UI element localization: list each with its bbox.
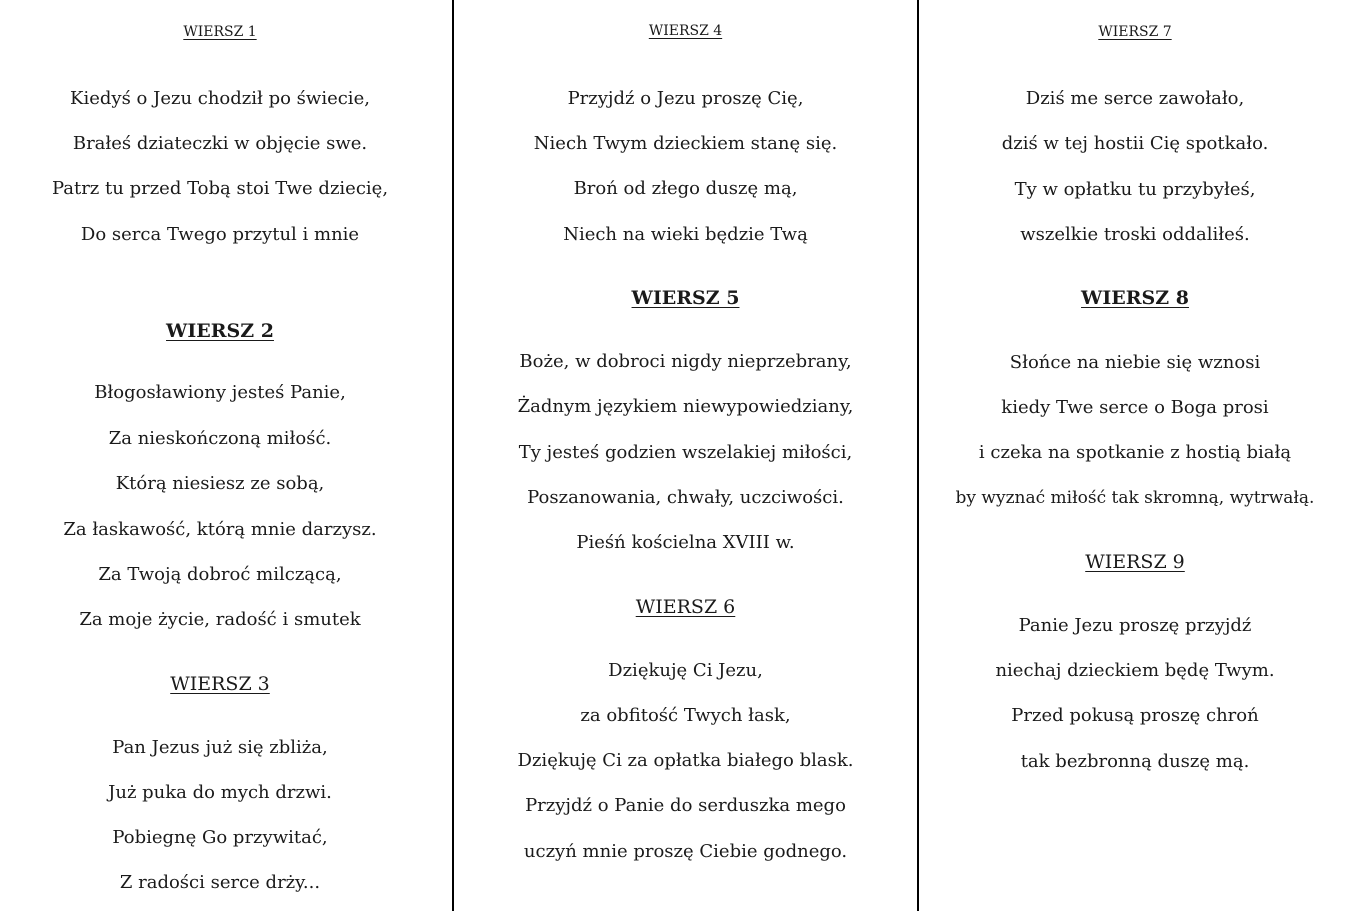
poem-title: WIERSZ 1 bbox=[183, 24, 257, 40]
poem-line: i czeka na spotkanie z hostią białą bbox=[978, 442, 1292, 463]
column-1 bbox=[0, 0, 440, 911]
poem-line: Ty jesteś godzien wszelakiej miłości, bbox=[518, 442, 853, 463]
poem-line: Za Twoją dobroć milczącą, bbox=[98, 564, 342, 585]
poem-line: Boże, w dobroci nigdy nieprzebrany, bbox=[519, 351, 852, 372]
poem-line: Przyjdź o Jezu proszę Cię, bbox=[567, 88, 804, 109]
poem-title: WIERSZ 5 bbox=[631, 287, 740, 309]
poem-line: by wyznać miłość tak skromną, wytrwałą. bbox=[955, 488, 1315, 508]
poem-line: Panie Jezu proszę przyjdź bbox=[1018, 615, 1252, 636]
poem-title: WIERSZ 4 bbox=[648, 23, 723, 39]
poem-title: WIERSZ 6 bbox=[635, 596, 736, 618]
poem-line: Niech Twym dzieckiem stanę się. bbox=[533, 133, 838, 154]
poem-line: Broń od złego duszę mą, bbox=[573, 178, 798, 199]
poem-title: WIERSZ 9 bbox=[1085, 551, 1185, 573]
poem-line: uczyń mnie proszę Ciebie godnego. bbox=[523, 841, 848, 862]
poem-line: Za moje życie, radość i smutek bbox=[79, 609, 361, 630]
poem-line: Pieśń kościelna XVIII w. bbox=[576, 532, 795, 553]
poem-line: Z radości serce drży... bbox=[119, 872, 321, 893]
poem-line: Pobiegnę Go przywitać, bbox=[112, 827, 328, 848]
poem-title: WIERSZ 2 bbox=[166, 320, 274, 342]
poem-line: Za nieskończoną miłość. bbox=[108, 428, 332, 449]
poem-line: Dziękuję Ci za opłatka białego blask. bbox=[517, 750, 854, 771]
poem-line: za obfitość Twych łask, bbox=[580, 705, 791, 726]
column-2 bbox=[454, 0, 917, 911]
poem-line: Przed pokusą proszę chroń bbox=[1011, 705, 1259, 726]
poem-line: Patrz tu przed Tobą stoi Twe dziecię, bbox=[51, 178, 389, 199]
poem-line: Pan Jezus już się zbliża, bbox=[112, 737, 328, 758]
poem-line: Za łaskawość, którą mnie darzysz. bbox=[63, 519, 377, 540]
poem-line: Dziękuję Ci Jezu, bbox=[608, 660, 763, 681]
poem-title: WIERSZ 8 bbox=[1081, 287, 1189, 309]
poem-line: dziś w tej hostii Cię spotkało. bbox=[1001, 133, 1269, 154]
poem-line: Błogosławiony jesteś Panie, bbox=[94, 382, 346, 403]
poem-line: tak bezbronną duszę mą. bbox=[1020, 751, 1250, 772]
poem-line: Niech na wieki będzie Twą bbox=[563, 224, 808, 245]
poem-line: Słońce na niebie się wznosi bbox=[1009, 352, 1261, 373]
poem-line: wszelkie troski oddaliłeś. bbox=[1020, 224, 1250, 245]
poem-line: kiedy Twe serce o Boga prosi bbox=[1001, 397, 1269, 418]
poem-line: Brałeś dziateczki w objęcie swe. bbox=[72, 133, 368, 154]
poem-line: Poszanowania, chwały, uczciwości. bbox=[527, 487, 844, 508]
poem-line: Którą niesiesz ze sobą, bbox=[115, 473, 325, 494]
poem-line: Dziś me serce zawołało, bbox=[1025, 88, 1245, 109]
poem-line: Przyjdź o Panie do serduszka mego bbox=[525, 795, 846, 816]
poem-line: Kiedyś o Jezu chodził po świecie, bbox=[70, 88, 370, 109]
poem-line: Żadnym językiem niewypowiedziany, bbox=[517, 396, 854, 417]
poem-line: niechaj dzieckiem będę Twym. bbox=[995, 660, 1275, 681]
poem-line: Do serca Twego przytul i mnie bbox=[80, 224, 360, 245]
poem-title: WIERSZ 7 bbox=[1098, 24, 1172, 40]
poem-line: Ty w opłatku tu przybyłeś, bbox=[1014, 179, 1256, 200]
column-3 bbox=[919, 0, 1351, 911]
poem-title: WIERSZ 3 bbox=[170, 673, 270, 695]
poem-line: Już puka do mych drzwi. bbox=[108, 782, 332, 803]
